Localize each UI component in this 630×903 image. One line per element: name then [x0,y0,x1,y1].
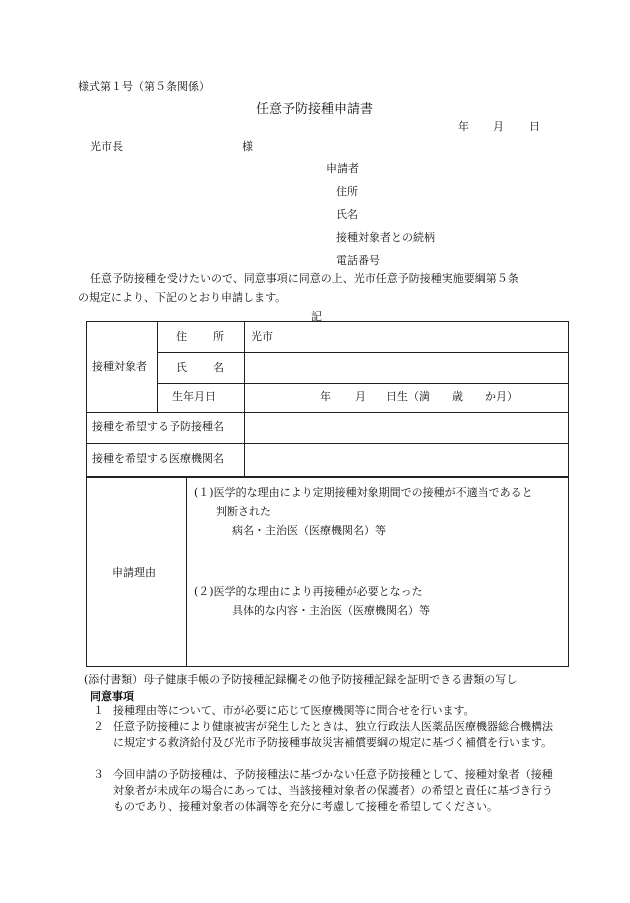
name-label-a: 氏 [176,361,187,374]
intro-line-2: の規定により、下記のとおり申請します。 [78,291,287,304]
col-divider [157,321,158,412]
age-full-label: 満 [419,390,430,403]
addressee-honorific: 様 [242,140,253,153]
reason-col-divider [186,477,187,667]
reason-2-line-1: (２)医学的な理由により再接種が必要となった [194,585,423,598]
applicant-address-label: 住所 [336,185,358,198]
applicant-name-label: 氏名 [336,208,358,221]
age-months-label: か月） [485,390,518,403]
col-divider [244,321,245,477]
consent-item-text: 任意予防接種により健康被害が発生したときは、独立行政法人医薬品医療機器総合機構法に規定する救済給付及び光市予防接種事故災害補償要綱の規定に基づく補償を行います。 [113,720,553,749]
address-label-b: 所 [213,330,224,343]
desired-vaccine-label: 接種を希望する予防接種名 [92,420,224,433]
intro-line-1: 任意予防接種を受けたいので、同意事項に同意の上、光市任意予防接種実施要綱第５条 [90,272,519,285]
birth-date-line [320,390,518,404]
reason-1-line-2: 判断された [216,505,271,518]
applicant-heading: 申請者 [326,162,359,175]
birth-day-label: 日生（ [386,390,419,403]
form-label: 様式第１号（第５条関係） [78,80,210,93]
date-day-label: 日 [529,120,540,133]
subject-address-label [176,330,224,344]
consent-item-number: １ [93,704,104,717]
consent-item-number: ３ [93,768,104,781]
name-label-b: 名 [213,361,224,374]
reason-2-line-2: 具体的な内容・主治医（医療機関名）等 [232,604,430,617]
age-years-label: 歳 [452,390,463,403]
consent-item [93,767,563,815]
birth-label: 生年月日 [172,390,216,403]
reason-1-line-1: (１)医学的な理由により定期接種対象期間での接種が不適当であると [194,486,533,499]
birth-year-label: 年 [320,390,331,403]
consent-item-number: ２ [93,720,104,733]
addressee-name: 光市長 [90,140,123,153]
row-divider [86,443,569,444]
page-title: 任意予防接種申請書 [256,102,374,117]
desired-clinic-label: 接種を希望する医療機関名 [92,452,224,465]
consent-item [93,719,563,751]
consent-item-text: 今回申請の予防接種は、予防接種法に基づかない任意予防接種として、接種対象者（接種対象者が未成年の場合にあっては、当該接種対象者の保護者）の希望と責任に基づき行うものであり、接種対象者の体調等を充分に考慮して接種を希望してください。 [113,768,553,813]
birth-month-label: 月 [355,390,366,403]
date-year-label: 年 [458,120,469,133]
consent-item [93,703,563,719]
reason-label: 申請理由 [112,566,156,579]
row-divider [157,383,569,384]
row-divider [157,352,569,353]
reason-1-line-3: 病名・主治医（医療機関名）等 [232,524,386,537]
subject-name-label [176,361,224,375]
reason-frame [86,477,569,667]
applicant-relation-label: 接種対象者との続柄 [336,231,435,244]
applicant-phone-label: 電話番号 [336,254,380,267]
consent-item-text: 接種理由等について、市が必要に応じて医療機関等に問合せを行います。 [113,704,475,717]
date-month-label: 月 [493,120,504,133]
consent-heading: 同意事項 [90,690,134,703]
address-label-a: 住 [176,330,187,343]
subject-label: 接種対象者 [92,360,147,373]
subject-address-value: 光市 [251,330,273,343]
ki-heading: 記 [311,310,322,323]
row-divider [86,412,569,413]
attachment-note: (添付書類）母子健康手帳の予防接種記録欄その他予防接種記録を証明できる書類の写し [84,673,518,686]
